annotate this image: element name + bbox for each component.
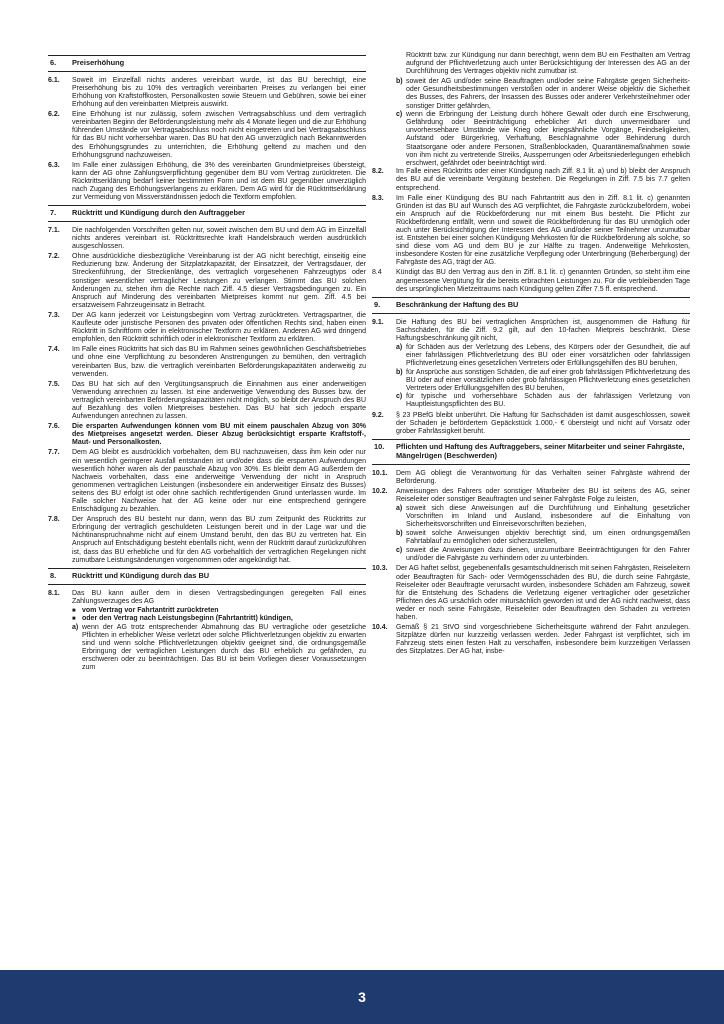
sub-clause-a	[72, 624, 366, 673]
clause-body	[396, 319, 690, 411]
clause-number: 7.4.	[48, 346, 60, 354]
clause-text: Im Falle eines Rücktritts hat sich das BU im Rahmen seines gewöhnlichen Geschäftsbetriebes und ohne eine Verpflichtung zu besonderen Anstrengungen zu bemühen, den vertraglich vereinbarten Bus, bzw. die vertraglich vereinbarten Beförderungskapazitäten anderweitig zu verwenden.	[72, 346, 366, 378]
clause-9-1	[372, 319, 690, 411]
clause-number: 10.2.	[372, 488, 388, 496]
clause-number: 9.2.	[372, 412, 384, 420]
clause-body	[72, 590, 366, 673]
clause-text: Dem AG bleibt es ausdrücklich vorbehalten, dem BU nachzuweisen, dass ihm kein oder nur ein wesentlich geringerer Ausfall entstanden ist und/oder dass die ersparten Aufwendungen wesentlich höher waren als der pauschale Abzug von 30%. Es bleibt dem AG außerdem der Nachweis vorbehalten, dass eine anderweitige Verwendung der nicht in Anspruch genommenen vertraglichen Leistungen (insbesondere ein anderweitiger Einsatz des Busses) seitens des BU erfolgt ist oder ohne sachlich rechtfertigenden Grund unterlassen wurde. Im Falle solcher Nachweise hat der AG keine oder nur eine entsprechend geringere Entschädigung zu bezahlen.	[72, 449, 366, 514]
clause-6-3	[48, 162, 366, 202]
sub-clause-c	[396, 111, 690, 168]
section-number: 10.	[374, 442, 385, 452]
clause-text: Die nachfolgenden Vorschriften gelten nur, soweit zwischen dem BU und dem AG im Einzelfall nichts anderes vereinbart ist. Rücktrittsrechte kraft Handelsbrauch werden ausdrücklich ausgeschlossen.	[72, 227, 366, 251]
clause-number: 7.3.	[48, 311, 60, 319]
section-title: Rücktritt und Kündigung durch den Auftraggeber	[72, 208, 245, 218]
clause-number: 10.4.	[372, 624, 388, 632]
sub-clause-b	[396, 530, 690, 546]
clause-9-2	[372, 412, 690, 436]
sub-mark: c)	[396, 111, 403, 119]
clause-body	[396, 488, 690, 563]
clause-number: 7.5.	[48, 380, 60, 388]
clause-number: 7.6.	[48, 423, 60, 431]
sub-text: soweit sich diese Anweisungen auf die Durchführung und Einhaltung gesetzlicher Vorschriften im Inland und Ausland, insbesondere auf die Einhaltung von Sicherheitsvorschriften und Einreisevorschriften beziehen,	[406, 505, 690, 529]
clause-7-5	[48, 381, 366, 421]
clause-10-4	[372, 624, 690, 656]
sub-mark: a)	[396, 343, 403, 351]
clause-10-3	[372, 565, 690, 622]
clause-text: Der AG kann jederzeit vor Leistungsbeginn vom Vertrag zurücktreten. Vertragspartner, die Kaufleute oder juristische Personen des privaten oder öffentlichen Rechts sind, haben einen Rücktritt in Schriftform oder in elektronischer Textform zu erklären. Anderen AG wird dringend empfohlen, den Rücktritt schriftlich oder in elektronischer Textform zu erklären.	[72, 311, 366, 344]
sub-text: soweit die Anweisungen dazu dienen, unzumutbare Beeinträchtigungen für den Fahrer und/oder die Fahrgäste zu verhindern oder zu unterbinden.	[406, 546, 690, 562]
clause-text: Ohne ausdrückliche diesbezügliche Vereinbarung ist der AG nicht berechtigt, einseitig eine Reduzierung bzw. Änderung der Sitzplatzkapazität, der Einsatzzeit, der Vertragsdauer, der Streckenführung, der Streckenlänge, des vertraglich vorgesehenen Fahrzeugtyps oder sonstiger wesentlicher vertraglicher Leistungen zu verlangen. Stimmt das BU solchen Änderungen zu, stehen ihm die Rechte nach Ziff. 4.5 dieser Vertragsbedingungen zu. Ein Anspruch auf Minderung des vereinbarten Mietpreises kommt nur gem. Ziff. 4.5 bei ersatzweisem Fahrzeugeinsatz in Betracht.	[72, 253, 366, 309]
clause-number: 6.2.	[48, 111, 60, 119]
sub-text: wenn der AG trotz entsprechender Abmahnung das BU vertragliche oder gesetzliche Pflichten in erheblicher Weise verletzt oder solche Pflichtverletzungen objektiv zu erwarten sind und wenn solche Pflichtverletzungen objektiv geeignet sind, die ordnungsgemäße Erbringung der vertraglichen Leistungen durch das BU erheblich zu gefährden, zu erschweren oder zu beeinträchtigen. Das BU ist beim Vorliegen dieser Voraussetzungen zum	[82, 623, 366, 672]
continued-text: Rücktritt bzw. zur Kündigung nur dann berechtigt, wenn dem BU ein Festhalten am Vertrag aufgrund der Pflichtverletzung auch unter Berücksichtigung der Interessen des AG an der Durchführung des Vertrages objektiv nicht zumutbar ist.	[406, 52, 690, 76]
section-8-heading	[48, 568, 366, 585]
sub-text: soweit solche Anweisungen objektiv berechtigt sind, um einen ordnungsgemäßen Fahrtablauf zu ermöglichen oder sicherzustellen,	[406, 530, 690, 546]
clause-10-2	[372, 488, 690, 563]
sub-clause-a	[396, 505, 690, 529]
section-10-heading	[372, 439, 690, 465]
sub-text: für Schäden aus der Verletzung des Lebens, des Körpers oder der Gesundheit, die auf einer fahrlässigen Pflichtverletzung des BU oder einer vorsätzlichen oder fahrlässigen Pflichtverletzung eines gesetzlichen Vertreters oder Erfüllungsgehilfen des BU beruhen,	[406, 343, 690, 367]
clause-text: Anweisungen des Fahrers oder sonstiger Mitarbeiter des BU ist seitens des AG, seiner Reiseleiter oder sonstiger Beauftragten und seiner Fahrgäste Folge zu leisten,	[396, 488, 690, 504]
clause-number: 6.3.	[48, 161, 60, 169]
left-column	[48, 52, 366, 962]
clause-7-4	[48, 346, 366, 378]
clause-number: 8.4	[372, 269, 382, 277]
clause-text: Dem AG obliegt die Verantwortung für das Verhalten seiner Fahrgäste während der Beförderung.	[396, 469, 690, 486]
sub-text: für typische und vorhersehbare Schäden aus der fahrlässigen Verletzung von Hauptleistungspflichten des BU.	[406, 393, 690, 409]
clause-text: § 23 PBefG bleibt unberührt. Die Haftung für Sachschäden ist damit ausgeschlossen, soweit der Schaden je befördertem Gepäckstück 1.000,- € übersteigt und nicht auf Vorsatz oder grober Fahrlässigkeit beruht.	[396, 412, 690, 436]
clause-10-1	[372, 470, 690, 486]
section-9-heading	[372, 297, 690, 314]
sub-mark: b)	[396, 78, 403, 86]
sub-clause-a	[396, 344, 690, 368]
sub-clause-b	[396, 369, 690, 393]
clause-text: Kündigt das BU den Vertrag aus den in Ziff. 8.1 lit. c) genannten Gründen, so steht ihm eine angemessene Vergütung für die bereits erbrachten Leistungen zu. Für die verbleibenden Tage des ursprünglichen Mietzeitraums nach Kündigung gelten Ziffer 7.5 ff. entsprechend.	[396, 269, 690, 293]
clause-7-7	[48, 449, 366, 514]
clause-text: Die Haftung des BU bei vertraglichen Ansprüchen ist, ausgenommen die Haftung für Sachschäden, für die Ziff. 9.2 gilt, auf den 10-fachen Mietpreis beschränkt. Diese Haftungsbeschränkung gilt nicht,	[396, 318, 690, 342]
bullet-item	[72, 607, 366, 615]
sub-mark: c)	[396, 546, 403, 554]
clause-number: 7.1.	[48, 227, 60, 234]
clause-6-2	[48, 111, 366, 160]
clause-text: Die ersparten Aufwendungen können vom BU mit einem pauschalen Abzug von 30% des Mietpreises angesetzt werden. Dieser Abzug berücksichtigt ersparte Kraftstoff-, Maut- und Personalkosten.	[72, 423, 366, 447]
sub-text: für Ansprüche aus sonstigen Schäden, die auf einer grob fahrlässigen Pflichtverletzung des BU oder auf einer vorsätzlichen oder grob fahrlässigen Pflichtverletzung eines gesetzlichen Vertreters oder Erfüllungsgehilfen des BU beruhen,	[406, 368, 690, 392]
clause-text: Das BU hat sich auf den Vergütungsanspruch die Einnahmen aus einer anderweitigen Verwendung anrechnen zu lassen. Ist eine anderweitige Verwendung des Busses bzw. der vertraglich vereinbarten Beförderungskapazitäten nicht möglich, so bleibt der Anspruch des BU auf Bezahlung des vollen Mietpreises bestehen. Das BU hat sich jedoch ersparte Aufwendungen anrechnen zu lassen.	[72, 380, 366, 421]
clause-7-6	[48, 423, 366, 447]
sub-clause-c	[396, 547, 690, 563]
bullet-text: vom Vertrag vor Fahrtantritt zurücktreten	[82, 606, 219, 614]
clause-7-8	[48, 516, 366, 565]
clause-text: Der AG haftet selbst, gegebenenfalls gesamtschuldnerisch mit seinen Fahrgästen, Reiseleitern oder Beauftragten für Sach- oder Vermögensschäden des BU, die durch seine Fahrgäste, Reiseleiter oder Beauftragte verursacht wurden, insbesondere Schäden am Fahrzeug, soweit für die Entstehung des Schadens die Verletzung eigener vertraglicher oder gesetzlicher Pflichten des AG ursächlich oder mitursächlich geworden ist und der AG nicht nachweist, dass weder er noch seine Fahrgäste, Reiseleiter oder Beauftragten den Schaden zu vertreten haben.	[396, 565, 690, 622]
clause-number: 9.1.	[372, 318, 384, 326]
clause-text: Eine Erhöhung ist nur zulässig, sofern zwischen Vertragsabschluss und dem vertraglich vereinbarten Beginn der Beförderungsleistung mehr als 4 Monate liegen und die zur Erhöhung führenden Umstände vor Vertragsabschluss noch nicht eingetreten und bei Vertragsabschluss für das BU nicht vorhersehbar waren. Das BU hat den AG unverzüglich nach Bekanntwerden des Erhöhungsgrundes zu unterrichten, die Erhöhung geltend zu machen und den Erhöhungsgrund nachzuweisen.	[72, 111, 366, 159]
page-number: 3	[358, 989, 366, 1005]
clause-8-2	[372, 168, 690, 192]
clause-number: 10.1.	[372, 469, 388, 477]
clause-number: 7.8.	[48, 516, 60, 524]
sub-text: soweit der AG und/oder seine Beauftragten und/oder seine Fahrgäste gegen Sicherheits- oder Gesundheitsbestimmungen verstoßen oder in anderer Weise objektiv die Sicherheit des Busses, des Fahrers, der Insassen des Busses oder anderer Verkehrsteilnehmer oder sonstiger Dritter gefährden,	[406, 78, 690, 110]
section-number: 6.	[50, 58, 57, 67]
clause-number: 8.1.	[48, 589, 60, 597]
sub-mark: a)	[396, 505, 403, 513]
sub-mark: b)	[396, 368, 403, 376]
clause-8-4	[372, 269, 690, 293]
clause-number: 10.3.	[372, 565, 388, 573]
clause-7-1	[48, 227, 366, 251]
sub-mark: c)	[396, 393, 403, 401]
clause-text: Im Falle einer Kündigung des BU nach Fahrtantritt aus den in Ziff. 8.1 lit. c) genannten Gründen ist das BU auf Wunsch des AG verpflichtet, die Fahrgäste zurückzubefördern, wobei ein Anspruch auf die Rückbeförderung nur mit einem Bus besteht. Die Pflicht zur Rückbeförderung entfällt, wenn und soweit die Rückbeförderung für das BU unmöglich oder auch unter Berücksichtigung der Interessen des AG und/oder seiner Teilnehmer unzumutbar ist. Entstehen bei einer solchen Kündigung Mehrkosten für die Rückbeförderung als solche, so sind diese vom AG und dem BU je zur Hälfte zu tragen. Anderweitige Mehrkosten, insbesondere Kosten für eine zusätzliche Verpflegung oder Unterbringung (Beherbergung) der Fahrgäste des AG, trägt der AG.	[396, 194, 690, 267]
sub-mark: b)	[396, 530, 403, 538]
bullet-square-icon: ■	[72, 607, 76, 614]
clause-8-1-continued	[372, 52, 690, 168]
section-title: Pflichten und Haftung des Auftraggebers, seiner Mitarbeiter und seiner Fahrgäste, Mängelrügen (Beschwerden)	[396, 442, 685, 461]
clause-7-2	[48, 253, 366, 310]
page-footer	[0, 970, 724, 1024]
bullet-square-icon: ■	[72, 616, 76, 623]
section-6-heading	[48, 55, 366, 72]
clause-8-1	[48, 590, 366, 673]
section-number: 7.	[50, 208, 57, 218]
clause-number: 7.7.	[48, 449, 60, 457]
clause-8-3	[372, 195, 690, 268]
right-column	[372, 52, 690, 962]
section-7-heading	[48, 205, 366, 222]
clause-number: 6.1.	[48, 76, 60, 84]
bullet-text: oder den Vertrag nach Leistungsbeginn (Fahrtantritt) kündigen,	[82, 615, 293, 623]
clause-number: 8.3.	[372, 194, 384, 202]
clause-number: 7.2.	[48, 253, 60, 261]
section-number: 9.	[374, 299, 381, 309]
clause-text: Der Anspruch des BU besteht nur dann, wenn das BU zum Zeitpunkt des Rücktritts zur Erbringung der vertraglich geschuldeten Leistungen bereit und in der Lage war und die Nichtinanspruchnahme nicht auf einem Umstand beruht, den das BU zu vertreten hat. Ein Anspruch auf Entschädigung besteht ebenfalls nicht, wenn der Rücktritt darauf zurückzuführen ist, dass das BU erhebliche und für den AG vorbehaltlich der vertraglichen Regelungen nicht zumutbare Leistungsänderungen vorgenommen oder angekündigt hat.	[72, 516, 366, 564]
clause-text: Das BU kann außer dem in diesen Vertragsbedingungen geregelten Fall eines Zahlungsverzuges des AG	[72, 589, 366, 605]
sub-clause-b	[396, 78, 690, 110]
clause-text: Im Falle einer zulässigen Erhöhung, die 3% des vereinbarten Grundmietpreises übersteigt, kann der AG ohne Zahlungsverpflichtung gegenüber dem BU vom Vertrag zurücktreten. Die Rücktrittserklärung bedarf keiner bestimmten Form und ist dem BU gegenüber unverzüglich nach Zugang des Erhöhungsverlangens zu erklären. Dem AG wird für die Rücktrittserklärung zur Vermeidung von Missverständnissen jedoch die Textform empfohlen.	[72, 161, 366, 202]
section-number: 8.	[50, 570, 57, 580]
clause-text: Gemäß § 21 StVO sind vorgeschriebene Sicherheitsgurte während der Fahrt anzulegen. Sitzplätze dürfen nur kurzzeitig verlassen werden. Jeder Fahrgast ist verpflichtet, sich im Fahrzeug stets einen festen Halt zu verschaffen, insbesondere beim kurzzeitigen Verlassen des Sitzplatzes. Der AG hat, insbe-	[396, 624, 690, 656]
clause-number: 8.2.	[372, 168, 384, 176]
clause-text: Im Falle eines Rücktritts oder einer Kündigung nach Ziff. 8.1 lit. a) und b) bleibt der Anspruch des BU auf die vereinbarte Vergütung bestehen. Die Regelungen in Ziff. 7.5 bis 7.7 gelten entsprechend.	[396, 168, 690, 192]
sub-mark: a)	[72, 623, 79, 631]
clause-text: Soweit im Einzelfall nichts anderes vereinbart wurde, ist das BU berechtigt, eine Preiserhöhung bis zu 10% des vertraglich vereinbarten Preises zu verlangen bei einer Erhöhung von Kraftstoffkosten, Personalkosten sowie Steuern und Gebühren, sowie bei einer Erhöhung auf den vereinbarten Mietpreis auswirkt.	[72, 76, 366, 109]
clause-7-3	[48, 312, 366, 344]
section-title: Preiserhöhung	[72, 58, 125, 67]
sub-clause-c	[396, 393, 690, 409]
clause-6-1	[48, 77, 366, 109]
sub-text: wenn die Erbringung der Leistung durch höhere Gewalt oder durch eine Erschwerung, Gefährdung oder Beeinträchtigung erheblicher Art durch unvermeidbarer und unvorhersehbare Umstände wie Krieg oder kriegsähnliche Vorgänge, Feindseligkeiten, Aufstand oder Bürgerkrieg, Verhaftung, Beschlagnahme oder Behinderung durch Staatsorgane oder andere Personen, Straßenblockaden, Quarantänemaßnahmen sowie von ihm nicht zu vertretende Streiks, Aussperrungen oder Arbeitsniederlegungen erheblich erschwert, gefährdet oder beeinträchtigt wird.	[406, 111, 690, 167]
bullet-item	[72, 615, 366, 623]
section-title: Beschränkung der Haftung des BU	[396, 299, 519, 309]
section-title: Rücktritt und Kündigung durch das BU	[72, 570, 210, 580]
